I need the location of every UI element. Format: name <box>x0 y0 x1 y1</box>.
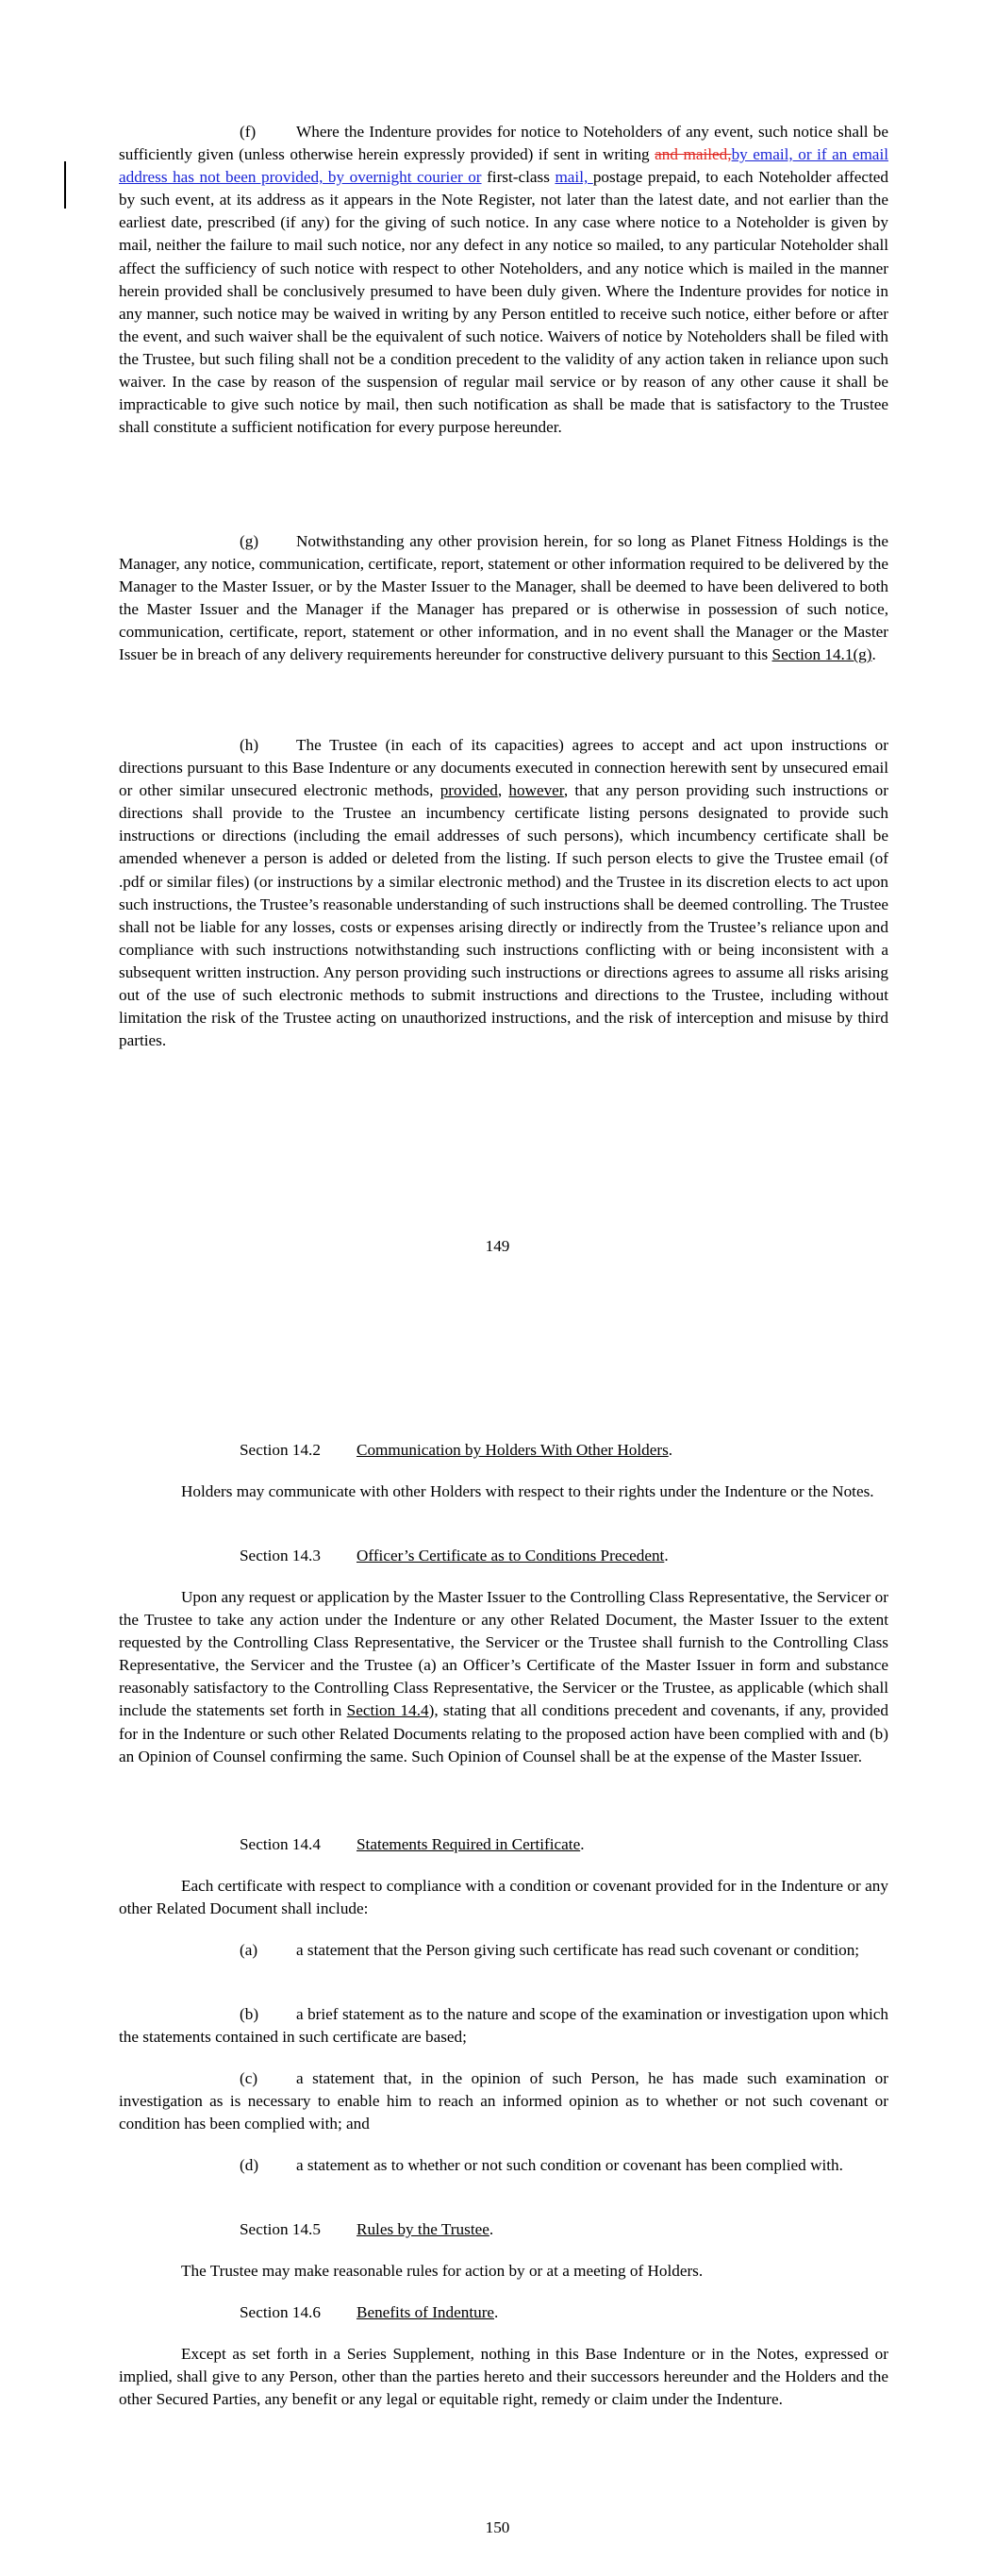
deleted-text: and mailed, <box>655 145 732 164</box>
paragraph-h: (h) The Trustee (in each of its capacities) agrees to accept and act upon instructions or directions pursuant to this Base Indenture or any documents executed in connection herewith sent by unsecured email or other similar unsecured electronic methods, provided, however, that any person providing such instructions or directions shall provide to the Trustee an incumbency certificate listing persons designated to provide such instructions or directions (including the email addresses of such persons), which incumbency certificate shall be amended whenever a person is added or deleted from the listing. If such person elects to give the Trustee email (of .pdf or similar files) (or instructions by a similar electronic method) and the Trustee in its discretion elects to act upon such instructions, the Trustee’s reasonable understanding of such instructions shall be deemed controlling. The Trustee shall not be liable for any losses, costs or expenses arising directly or indirectly from the Trustee’s reliance upon and compliance with such instructions notwithstanding such instructions conflicting with or being inconsistent with a subsequent written instruction. Any person providing such instructions or directions agrees to assume all risks arising out of the use of such electronic methods to submit instructions and directions to the Trustee, including without limitation the risk of the Trustee acting on unauthorized instructions, and the risk of interception and misuse by third parties. <box>119 736 889 1050</box>
list-item-b: (b) a brief statement as to the nature and scope of the examination or investigation upon which the statements contained in such certificate are based; <box>119 2005 888 2047</box>
section-14-5-heading: Section 14.5 Rules by the Trustee. <box>240 2220 494 2238</box>
section-14-4-heading: Section 14.4 Statements Required in Certificate. <box>240 1835 585 1853</box>
page-number: 150 <box>485 2518 510 2536</box>
para-label: (h) <box>240 736 259 754</box>
section-reference: Section 14.4 <box>346 1701 429 1720</box>
section-14-4-body: Each certificate with respect to compliance with a condition or covenant provided for in the Indenture or any other Related Document shall include: <box>119 1877 888 1918</box>
para-label: (g) <box>240 532 259 550</box>
page-number: 149 <box>485 1237 510 1255</box>
inserted-text: by email, or if an email address has not been provided, by overnight courier or <box>119 145 888 187</box>
section-reference: Section 14.1(g) <box>771 645 872 664</box>
section-14-3-body: Upon any request or application by the Master Issuer to the Controlling Class Representative, the Servicer or the Trustee to take any action under the Indenture or any other Related Document, the Master Issuer to the extent requested by the Controlling Class Representative, the Servicer or the Trustee shall furnish to the Controlling Class Representative, the Servicer and the Trustee (a) an Officer’s Certificate of the Master Issuer in form and substance reasonably satisfactory to the Controlling Class Representative, the Servicer or the Trustee, as applicable (which shall include the statements set forth in Section 14.4), stating that all conditions precedent and covenants, if any, provided for in the Indenture or such other Related Documents relating to the proposed action have been complied with and (b) an Opinion of Counsel confirming the same. Such Opinion of Counsel shall be at the expense of the Master Issuer. <box>119 1588 888 1765</box>
section-14-5-body: The Trustee may make reasonable rules for action by or at a meeting of Holders. <box>181 2262 704 2280</box>
section-14-6-heading: Section 14.6 Benefits of Indenture. <box>240 2303 499 2321</box>
list-item-c: (c) a statement that, in the opinion of such Person, he has made such examination or investigation as is necessary to enable him to reach an informed opinion as to whether or not such covenant or condition has been complied with; and <box>119 2069 888 2133</box>
section-14-6-body: Except as set forth in a Series Supplement, nothing in this Base Indenture or in the Notes, expressed or implied, shall give to any Person, other than the parties hereto and their successors hereunder and the Holders and the other Secured Parties, any benefit or any legal or equitable right, remedy or claim under the Indenture. <box>119 2345 888 2409</box>
change-bar <box>64 161 66 209</box>
page-150 <box>0 1288 995 2576</box>
paragraph-g: (g) Notwithstanding any other provision herein, for so long as Planet Fitness Holdings is the Manager, any notice, communication, certificate, report, statement or other information required to be delivered by the Manager to the Master Issuer, or by the Master Issuer to the Manager, shall be deemed to have been delivered to both the Master Issuer and the Manager if the Manager has prepared or is otherwise in possession of such notice, communication, certificate, report, statement or other information, and in no event shall the Manager or the Master Issuer be in breach of any delivery requirements hereunder for constructive delivery pursuant to this Section 14.1(g). <box>119 532 888 664</box>
list-item-d: (d) a statement as to whether or not such condition or covenant has been complied with. <box>240 2156 843 2174</box>
list-item-a: (a) a statement that the Person giving such certificate has read such covenant or condition; <box>240 1941 860 1959</box>
section-14-2-body: Holders may communicate with other Holders with respect to their rights under the Indenture or the Notes. <box>181 1482 874 1500</box>
paragraph-f: (f) Where the Indenture provides for notice to Noteholders of any event, such notice shall be sufficiently given (unless otherwise herein expressly provided) if sent in writing and mailed,by email, or if an email address has not been provided, by overnight courier or first-class mail, postage prepaid, to each Noteholder affected by such event, at its address as it appears in the Note Register, not later than the latest date, and not earlier than the earliest date, prescribed (if any) for the giving of such notice. In any case where notice to a Noteholder is given by mail, neither the failure to mail such notice, nor any defect in any notice so mailed, to any particular Noteholder shall affect the sufficiency of such notice with respect to other Noteholders, and any notice which is mailed in the manner herein provided shall be conclusively presumed to have been duly given. Where the Indenture provides for notice in any manner, such notice may be waived in writing by any Person entitled to receive such notice, either before or after the event, and such waiver shall be the equivalent of such notice. Waivers of notice by Noteholders shall be filed with the Trustee, but such filing shall not be a condition precedent to the validity of any action taken in reliance upon such waiver. In the case by reason of the suspension of regular mail service or by reason of any other cause it shall be impracticable to give such notice by mail, then such notification as shall be made that is satisfactory to the Trustee shall constitute a sufficient notification for every purpose hereunder. <box>119 123 888 437</box>
para-label: (f) <box>240 123 257 141</box>
section-14-3-heading: Section 14.3 Officer’s Certificate as to Conditions Precedent. <box>240 1547 669 1564</box>
section-14-2-heading: Section 14.2 Communication by Holders With Other Holders. <box>240 1441 673 1459</box>
inserted-text: mail, <box>555 168 593 187</box>
